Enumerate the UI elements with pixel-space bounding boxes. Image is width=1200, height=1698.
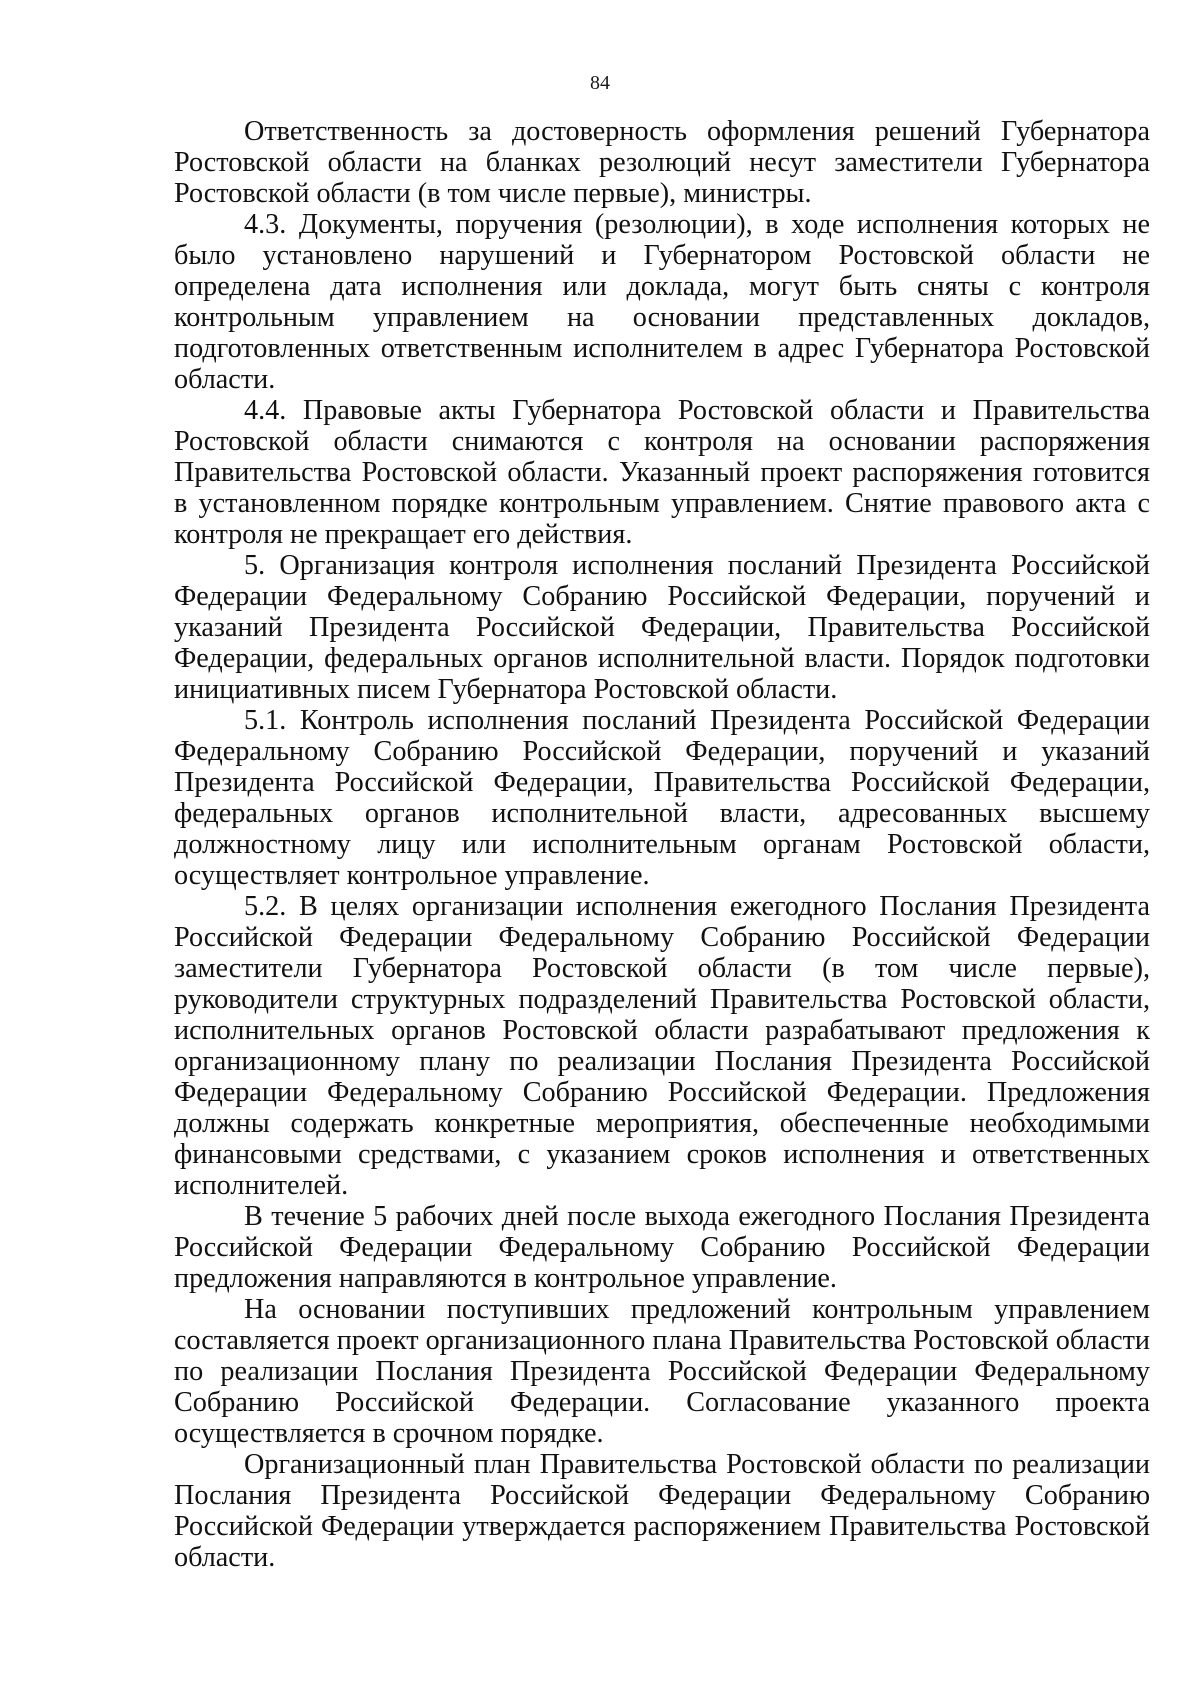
paragraph-draft-plan: На основании поступивших предложений контрольным управлением составляется проект организационного плана Правительства Ростовской области по реализации Послания Президента Российской Федерации Федеральному Собранию Российской Федерации. Согласование указанного проекта осуществляется в срочном порядке. <box>174 1294 1150 1449</box>
paragraph-5-day-deadline: В течение 5 рабочих дней после выхода ежегодного Послания Президента Российской Федерации Федеральному Собранию Российской Федерации предложения направляются в контрольное управление. <box>174 1201 1150 1294</box>
page-number: 84 <box>590 72 610 94</box>
document-body <box>174 116 1150 1573</box>
paragraph-4-3: 4.3. Документы, поручения (резолюции), в ходе исполнения которых не было установлено нарушений и Губернатором Ростовской области не определена дата исполнения или доклада, могут быть сняты с контроля контрольным управлением на основании представленных докладов, подготовленных ответственным исполнителем в адрес Губернатора Ростовской области. <box>174 209 1150 395</box>
paragraph-5-1: 5.1. Контроль исполнения посланий Президента Российской Федерации Федеральному Собранию Российской Федерации, поручений и указаний Президента Российской Федерации, Правительства Российской Федерации, федеральных органов исполнительной власти, адресованных высшему должностному лицу или исполнительным органам Ростовской области, осуществляет контрольное управление. <box>174 705 1150 891</box>
paragraph-responsibility: Ответственность за достоверность оформления решений Губернатора Ростовской области на бланках резолюций несут заместители Губернатора Ростовской области (в том числе первые), министры. <box>174 116 1150 209</box>
paragraph-4-4: 4.4. Правовые акты Губернатора Ростовской области и Правительства Ростовской области снимаются с контроля на основании распоряжения Правительства Ростовской области. Указанный проект распоряжения готовится в установленном порядке контрольным управлением. Снятие правового акта с контроля не прекращает его действия. <box>174 395 1150 550</box>
paragraph-5-2: 5.2. В целях организации исполнения ежегодного Послания Президента Российской Федерации Федеральному Собранию Российской Федерации заместители Губернатора Ростовской области (в том числе первые), руководители структурных подразделений Правительства Ростовской области, исполнительных органов Ростовской области разрабатывают предложения к организационному плану по реализации Послания Президента Российской Федерации Федеральному Собранию Российской Федерации. Предложения должны содержать конкретные мероприятия, обеспеченные необходимыми финансовыми средствами, с указанием сроков исполнения и ответственных исполнителей. <box>174 891 1150 1201</box>
paragraph-5-heading: 5. Организация контроля исполнения посланий Президента Российской Федерации Федеральному Собранию Российской Федерации, поручений и указаний Президента Российской Федерации, Правительства Российской Федерации, федеральных органов исполнительной власти. Порядок подготовки инициативных писем Губернатора Ростовской области. <box>174 550 1150 705</box>
paragraph-plan-approval: Организационный план Правительства Ростовской области по реализации Послания Президента Российской Федерации Федеральному Собранию Российской Федерации утверждается распоряжением Правительства Ростовской области. <box>174 1449 1150 1573</box>
